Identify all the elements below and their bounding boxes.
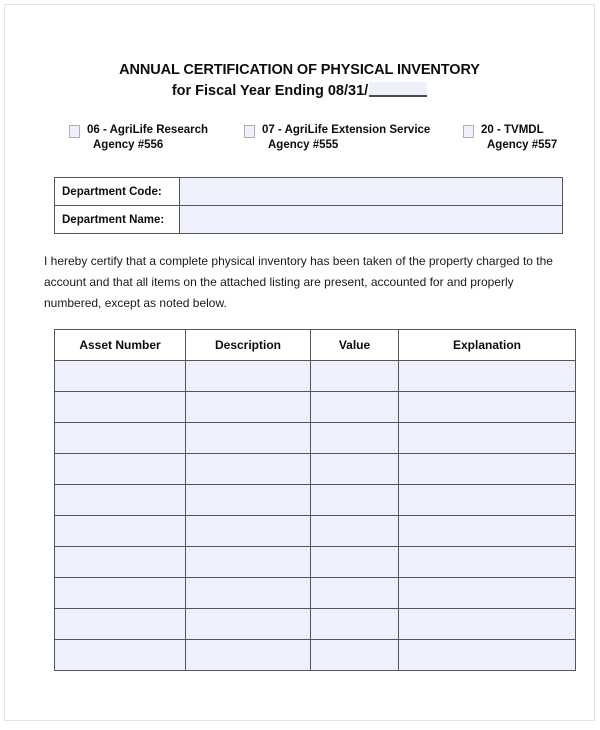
table-row (55, 578, 576, 609)
agency-name-556: 06 - AgriLife Research (87, 124, 209, 136)
table-header-row (55, 330, 576, 361)
fiscal-year-input[interactable] (369, 82, 427, 97)
cell-explanation[interactable] (399, 578, 576, 609)
cell-asset-number[interactable] (55, 485, 186, 516)
checkbox-icon-557[interactable] (463, 125, 474, 138)
cell-value[interactable] (311, 578, 399, 609)
department-table (54, 177, 563, 234)
cell-description[interactable] (186, 392, 311, 423)
cell-value[interactable] (311, 392, 399, 423)
table-row (55, 547, 576, 578)
column-header-description: Description (186, 330, 311, 361)
cell-asset-number[interactable] (55, 392, 186, 423)
cell-explanation[interactable] (399, 454, 576, 485)
agency-number-556: Agency #556 (93, 139, 164, 151)
table-row (55, 206, 563, 234)
table-row (55, 609, 576, 640)
cell-description[interactable] (186, 516, 311, 547)
page-title: ANNUAL CERTIFICATION OF PHYSICAL INVENTORY (119, 62, 480, 78)
cell-description[interactable] (186, 361, 311, 392)
table-row (55, 640, 576, 671)
department-code-input[interactable] (180, 178, 563, 206)
cell-explanation[interactable] (399, 392, 576, 423)
agency-label-555 (262, 123, 430, 153)
fiscal-year-label: for Fiscal Year Ending 08/31/ (171, 83, 369, 99)
form-title (5, 61, 594, 101)
agency-number-557: Agency #557 (487, 139, 558, 151)
cell-asset-number[interactable] (55, 516, 186, 547)
fiscal-year-line (5, 82, 594, 101)
column-header-asset-number: Asset Number (55, 330, 186, 361)
column-header-value: Value (311, 330, 399, 361)
cell-value[interactable] (311, 485, 399, 516)
table-row (55, 361, 576, 392)
cell-value[interactable] (311, 454, 399, 485)
asset-inventory-table (54, 329, 576, 671)
cell-description[interactable] (186, 454, 311, 485)
cell-value[interactable] (311, 547, 399, 578)
cell-explanation[interactable] (399, 485, 576, 516)
cell-description[interactable] (186, 640, 311, 671)
checkbox-icon-556[interactable] (69, 125, 80, 138)
cell-asset-number[interactable] (55, 640, 186, 671)
cell-explanation[interactable] (399, 640, 576, 671)
cell-explanation[interactable] (399, 547, 576, 578)
cell-explanation[interactable] (399, 361, 576, 392)
table-row (55, 392, 576, 423)
cell-description[interactable] (186, 485, 311, 516)
cell-value[interactable] (311, 423, 399, 454)
cell-value[interactable] (311, 516, 399, 547)
agency-label-556 (87, 123, 208, 153)
table-row (55, 178, 563, 206)
cell-description[interactable] (186, 423, 311, 454)
column-header-explanation: Explanation (399, 330, 576, 361)
agency-number-555: Agency #555 (268, 139, 339, 151)
cell-description[interactable] (186, 578, 311, 609)
agency-name-557: 20 - TVMDL (481, 124, 544, 136)
cell-asset-number[interactable] (55, 578, 186, 609)
table-row (55, 485, 576, 516)
cell-explanation[interactable] (399, 609, 576, 640)
agency-option-556[interactable] (69, 123, 208, 153)
table-row (55, 516, 576, 547)
cell-explanation[interactable] (399, 516, 576, 547)
agency-checkbox-group (5, 123, 594, 161)
agency-label-557 (481, 123, 557, 153)
department-name-input[interactable] (180, 206, 563, 234)
cell-explanation[interactable] (399, 423, 576, 454)
cell-asset-number[interactable] (55, 609, 186, 640)
cell-asset-number[interactable] (55, 454, 186, 485)
cell-asset-number[interactable] (55, 361, 186, 392)
form-page (4, 4, 595, 721)
cell-description[interactable] (186, 609, 311, 640)
agency-option-555[interactable] (244, 123, 430, 153)
department-code-label: Department Code: (55, 178, 180, 206)
department-name-label: Department Name: (55, 206, 180, 234)
cell-asset-number[interactable] (55, 547, 186, 578)
checkbox-icon-555[interactable] (244, 125, 255, 138)
certification-statement: I hereby certify that a complete physical inventory has been taken of the property charged to the account and that all items on the attached listing are present, accounted for and properly numbered, except as noted below. (44, 254, 553, 310)
cell-value[interactable] (311, 640, 399, 671)
cell-value[interactable] (311, 609, 399, 640)
agency-name-555: 07 - AgriLife Extension Service (262, 124, 431, 136)
cell-description[interactable] (186, 547, 311, 578)
agency-option-557[interactable] (463, 123, 557, 153)
cell-asset-number[interactable] (55, 423, 186, 454)
table-row (55, 454, 576, 485)
cell-value[interactable] (311, 361, 399, 392)
table-row (55, 423, 576, 454)
